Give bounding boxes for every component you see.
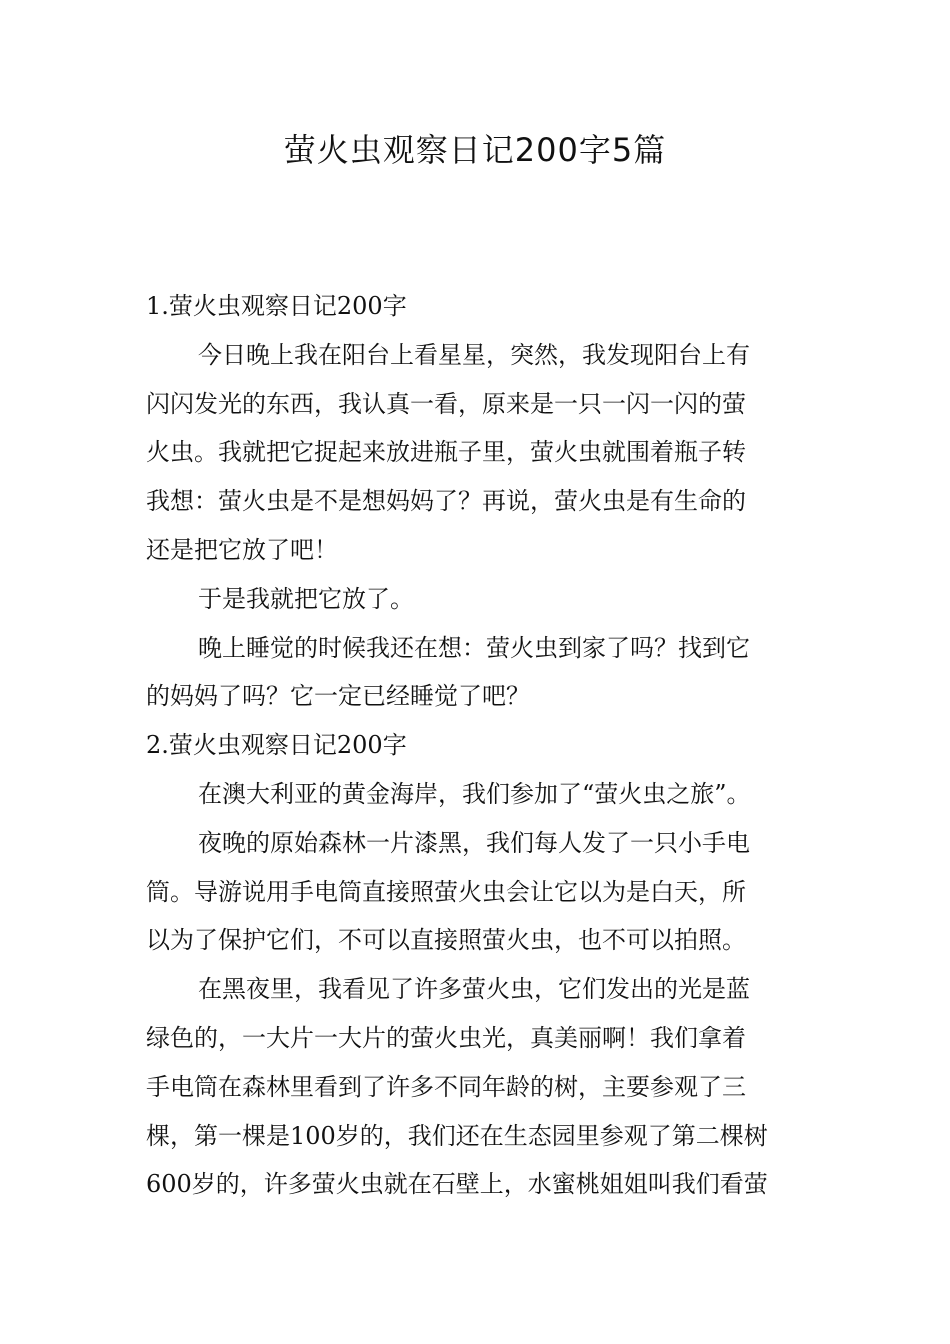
paragraph-line: 晚上睡觉的时候我还在想：萤火虫到家了吗？找到它 [198,633,750,662]
section-heading-2: 2.萤火虫观察日记200字 [146,731,407,760]
document-title: 萤火虫观察日记200字5篇 [283,131,667,169]
paragraph-line: 在黑夜里，我看见了许多萤火虫，它们发出的光是蓝 [198,975,750,1004]
paragraph-line: 筒。导游说用手电筒直接照萤火虫会让它以为是白天，所 [146,877,746,906]
paragraph-line: 夜晚的原始森林一片漆黑，我们每人发了一只小手电 [198,828,750,857]
paragraph-line: 火虫。我就把它捉起来放进瓶子里，萤火虫就围着瓶子转 [146,438,746,467]
document-body [146,282,810,1209]
paragraph-line: 以为了保护它们，不可以直接照萤火虫，也不可以拍照。 [146,926,746,955]
paragraph-line: 600岁的，许多萤火虫就在石壁上，水蜜桃姐姐叫我们看萤 [146,1170,768,1199]
paragraph-line: 于是我就把它放了。 [198,584,414,613]
paragraph-line: 今日晚上我在阳台上看星星，突然，我发现阳台上有 [198,340,750,369]
paragraph-line: 棵，第一棵是100岁的，我们还在生态园里参观了第二棵树 [146,1121,768,1150]
paragraph-line: 我想：萤火虫是不是想妈妈了？再说，萤火虫是有生命的 [146,487,746,516]
paragraph-line: 的妈妈了吗？它一定已经睡觉了吧？ [146,682,530,711]
paragraph-line: 绿色的，一大片一大片的萤火虫光，真美丽啊！我们拿着 [146,1023,746,1052]
paragraph-line: 手电筒在森林里看到了许多不同年龄的树，主要参观了三 [146,1072,746,1101]
paragraph-line: 在澳大利亚的黄金海岸，我们参加了“萤火虫之旅”。 [198,779,751,808]
paragraph-line: 还是把它放了吧！ [146,535,338,564]
section-heading-1: 1.萤火虫观察日记200字 [146,292,407,320]
paragraph-line: 闪闪发光的东西，我认真一看，原来是一只一闪一闪的萤 [146,389,746,418]
